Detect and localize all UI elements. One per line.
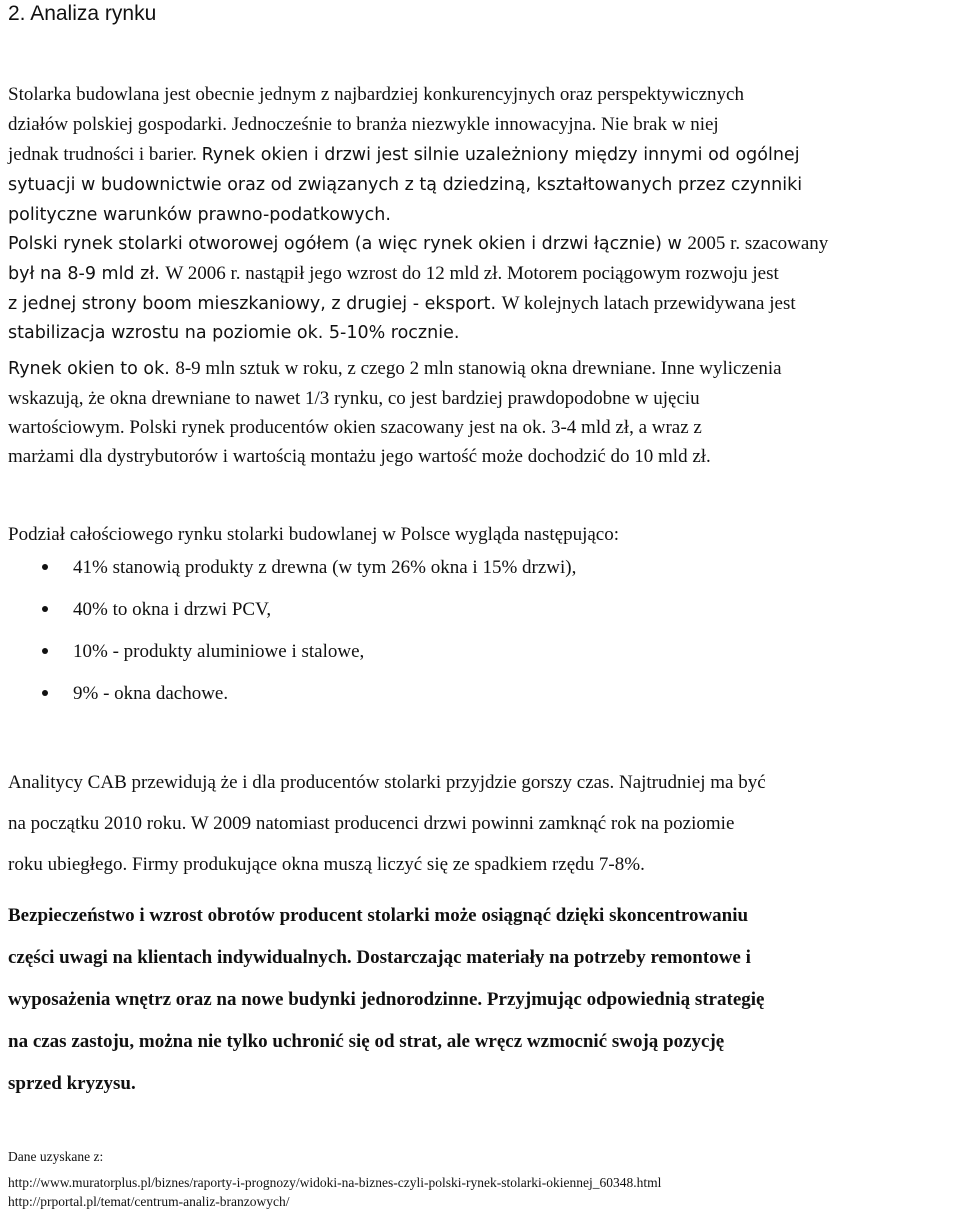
paragraph-window-market	[8, 354, 782, 471]
sources-label: Dane uzyskane z:	[8, 1149, 104, 1164]
bullet-icon	[42, 648, 48, 654]
list-item-text: 9% - okna dachowe.	[73, 683, 229, 704]
paragraph-analysts	[8, 762, 766, 885]
list-item	[0, 589, 576, 631]
text-run: 3-4 mld zł, a wraz z	[550, 417, 702, 438]
paragraph-line: polityczne warunków prawno-podatkowych.	[8, 205, 391, 225]
paragraph-line	[8, 229, 828, 259]
paragraph-line: wyposażenia wnętrz oraz na nowe budynki jednorodzinne. Przyjmując odpowiednią strategię	[8, 989, 765, 1010]
paragraph-line	[8, 140, 802, 170]
source-item	[8, 1192, 661, 1211]
paragraph-line: na czas zastoju, można nie tylko uchronić się od strat, ale wręcz wzmocnić swoją pozycję	[8, 1031, 725, 1052]
text-run: jednak trudności i barier.	[8, 144, 202, 165]
paragraph-line: sprzed kryzysu.	[8, 1073, 136, 1094]
source-link[interactable]: http://prportal.pl/temat/centrum-analiz-branzowych/	[8, 1194, 290, 1209]
list-item	[0, 631, 576, 673]
paragraph-line: marżami dla dystrybutorów i wartością montażu jego wartość może dochodzić do 10 mld zł.	[8, 446, 711, 467]
text-run: był na 8-9 mld zł.	[8, 264, 166, 284]
paragraph-line: stabilizacja wzrostu na poziomie ok. 5-10% rocznie.	[8, 323, 460, 343]
breakdown-intro: Podział całościowego rynku stolarki budowlanej w Polsce wygląda następująco:	[8, 524, 620, 545]
breakdown-list	[0, 547, 576, 715]
text-run: wartościowym. Polski rynek producentów okien szacowany jest na ok.	[8, 417, 551, 438]
paragraph-line: roku ubiegłego. Firmy produkujące okna muszą liczyć się ze spadkiem rzędu 7-8%.	[8, 854, 645, 875]
paragraph-strategy	[8, 895, 764, 1105]
source-link[interactable]: http://www.muratorplus.pl/biznes/raporty-i-prognozy/widoki-na-biznes-czyli-polski-rynek-stolarki-okiennej_60348.html	[8, 1175, 662, 1190]
paragraph-line	[8, 354, 782, 384]
source-item	[8, 1173, 661, 1192]
paragraph-line: części uwagi na klientach indywidualnych. Dostarczając materiały na potrzeby remontowe i	[8, 947, 751, 968]
paragraph-line	[8, 413, 782, 442]
list-item-text: 41% stanowią produkty z drewna (w tym 26% okna i 15% drzwi),	[73, 557, 577, 578]
paragraph-line: wskazują, że okna drewniane to nawet 1/3 rynku, co jest bardziej prawdopodobne w ujęciu	[8, 388, 700, 409]
bullet-icon	[42, 606, 48, 612]
paragraph-line: Analitycy CAB przewidują że i dla producentów stolarki przyjdzie gorszy czas. Najtrudniej ma być	[8, 772, 766, 793]
bullet-icon	[42, 564, 48, 570]
text-run: W kolejnych latach przewidywana jest	[501, 293, 796, 314]
list-item-text: 10% - produkty aluminiowe i stalowe,	[73, 641, 365, 662]
text-run: z jednej strony boom mieszkaniowy, z drugiej - eksport.	[8, 294, 502, 314]
paragraph-line: na początku 2010 roku. W 2009 natomiast producenci drzwi powinni zamknąć rok na poziomie	[8, 813, 735, 834]
paragraph-line: działów polskiej gospodarki. Jednocześnie to branża niezwykle innowacyjna. Nie brak w niej	[8, 114, 719, 135]
section-heading: 2. Analiza rynku	[8, 2, 157, 25]
paragraph-line: Stolarka budowlana jest obecnie jednym z najbardziej konkurencyjnych oraz perspektywicznych	[8, 84, 744, 105]
text-run: 8-9 mln sztuk w roku, z czego 2 mln stanowią okna drewniane. Inne wyliczenia	[175, 358, 782, 379]
text-run: Polski rynek stolarki otworowej ogółem (a więc rynek okien i drzwi łącznie) w	[8, 234, 688, 254]
text-run: W 2006 r. nastąpił jego wzrost do 12 mld zł. Motorem pociągowym rozwoju jest	[165, 263, 779, 284]
list-item	[0, 547, 576, 589]
sources-list	[8, 1173, 661, 1211]
paragraph-market-intro	[8, 80, 802, 230]
paragraph-line: sytuacji w budownictwie oraz od związanych z tą dziedziną, kształtowanych przez czynniki	[8, 175, 803, 195]
text-run: Rynek okien i drzwi jest silnie uzależniony między innymi od ogólnej	[201, 145, 800, 165]
list-item	[0, 673, 576, 715]
paragraph-market-value	[8, 229, 828, 348]
paragraph-line	[8, 289, 828, 319]
paragraph-line	[8, 259, 828, 289]
paragraph-line: Bezpieczeństwo i wzrost obrotów producent stolarki może osiągnąć dzięki skoncentrowaniu	[8, 905, 749, 926]
text-run: Rynek okien to ok.	[8, 359, 176, 379]
bullet-icon	[42, 690, 48, 696]
text-run: 2005 r. szacowany	[687, 233, 829, 254]
list-item-text: 40% to okna i drzwi PCV,	[73, 599, 272, 620]
